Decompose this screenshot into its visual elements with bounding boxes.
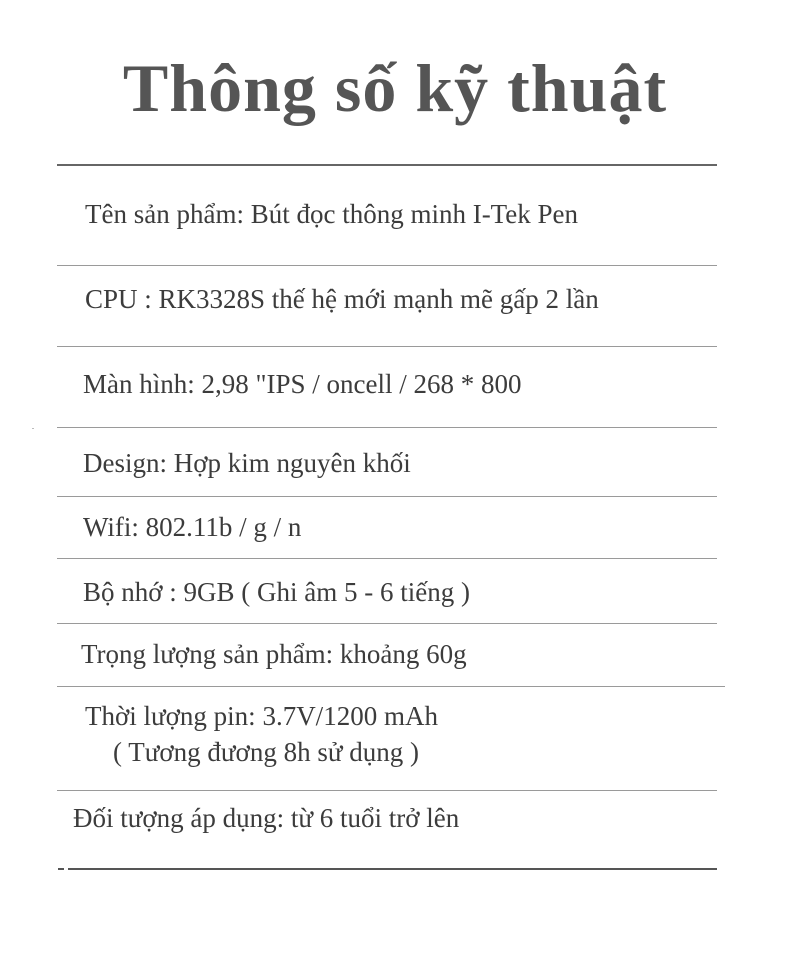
spec-wifi: [83, 509, 301, 545]
divider: [57, 623, 717, 624]
spec-age: [73, 800, 459, 836]
page-title: Thông số kỹ thuật: [122, 50, 668, 126]
spec-cpu: [85, 281, 599, 317]
divider: [57, 686, 725, 687]
divider-bottom: [68, 868, 717, 870]
divider: [57, 496, 717, 497]
stray-mark: [32, 428, 34, 429]
spec-weight: [81, 636, 467, 672]
spec-text: Design: Hợp kim nguyên khối: [83, 448, 411, 478]
spec-text: Màn hình: 2,98 "IPS / oncell / 268 * 800: [83, 369, 522, 399]
spec-text: Bộ nhớ : 9GB ( Ghi âm 5 - 6 tiếng ): [83, 577, 470, 607]
spec-memory: [83, 574, 470, 610]
divider: [57, 790, 717, 791]
spec-text: Tên sản phẩm: Bút đọc thông minh I-Tek Pen: [85, 199, 579, 229]
spec-text: CPU : RK3328S thế hệ mới mạnh mẽ gấp 2 lần: [85, 284, 599, 314]
spec-text: Thời lượng pin: 3.7V/1200 mAh: [85, 701, 438, 731]
spec-screen: [83, 366, 522, 402]
divider-top: [57, 164, 717, 166]
divider: [57, 265, 717, 266]
divider: [57, 346, 717, 347]
spec-design: [83, 445, 411, 481]
spec-subtext: ( Tương đương 8h sử dụng ): [113, 737, 419, 767]
divider: [57, 558, 717, 559]
spec-text: Trọng lượng sản phẩm: khoảng 60g: [81, 639, 467, 669]
divider: [57, 427, 717, 428]
spec-text: Đối tượng áp dụng: từ 6 tuổi trở lên: [73, 803, 460, 833]
spec-product-name: [85, 196, 578, 232]
spec-battery: [85, 698, 438, 770]
divider-tick: [58, 868, 64, 870]
spec-text: Wifi: 802.11b / g / n: [83, 512, 302, 542]
